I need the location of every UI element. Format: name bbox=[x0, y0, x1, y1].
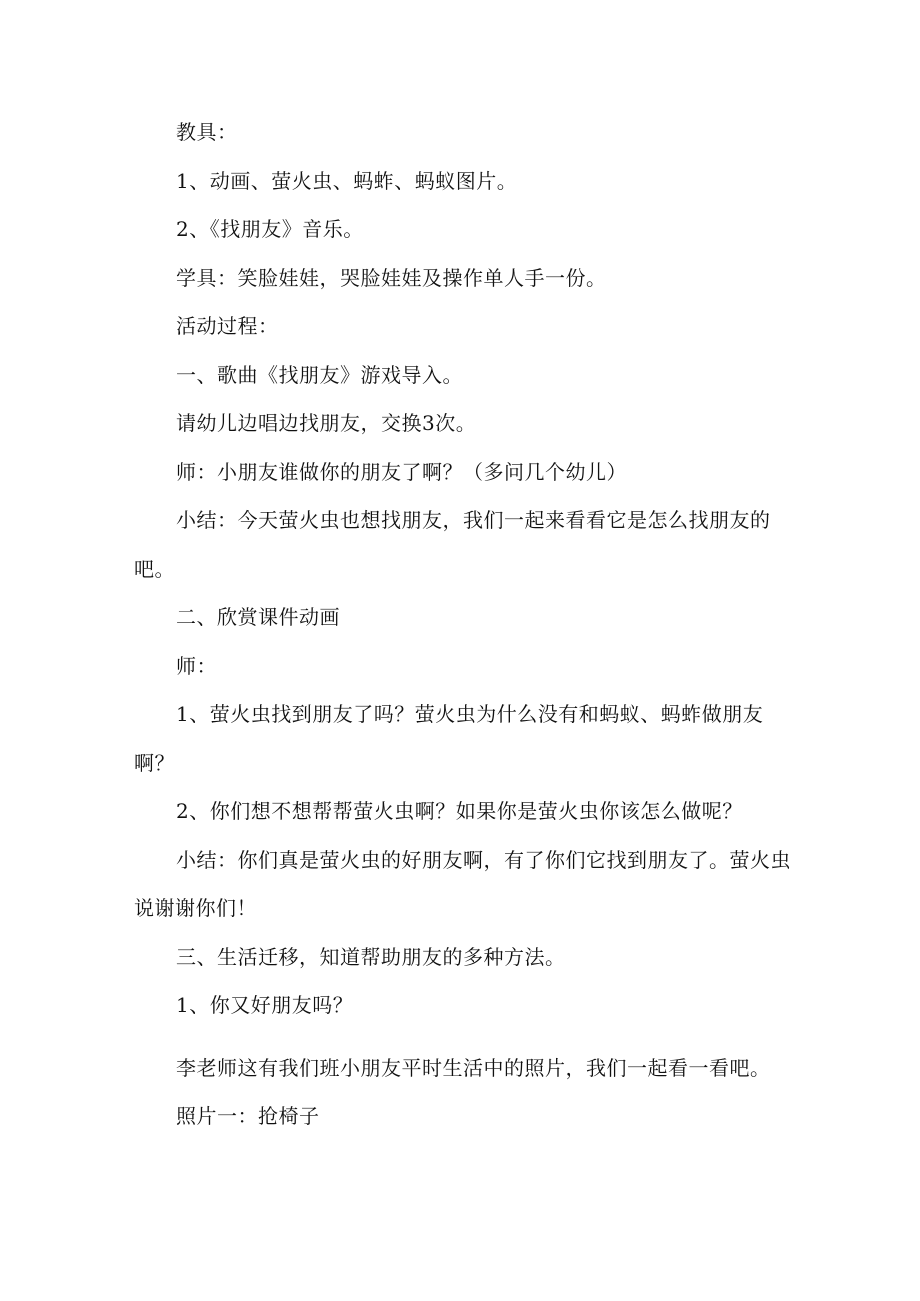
summary-two-line-2: 说谢谢你们！ bbox=[134, 896, 257, 920]
photo-one-caption: 照片一：抢椅子 bbox=[176, 1104, 320, 1128]
teaching-aid-item-1: 1、动画、萤火虫、蚂蚱、蚂蚁图片。 bbox=[176, 169, 518, 193]
paragraph-photos: 李老师这有我们班小朋友平时生活中的照片，我们一起看一看吧。 bbox=[176, 1056, 771, 1080]
heading-activity-process: 活动过程： bbox=[176, 314, 279, 338]
question-friends: 1、你又好朋友吗？ bbox=[176, 993, 354, 1017]
teaching-aid-item-2: 2、《找朋友》音乐。 bbox=[176, 217, 364, 241]
section-one-title: 一、歌曲《找朋友》游戏导入。 bbox=[176, 363, 463, 387]
question-one-line-1: 1、萤火虫找到朋友了吗？萤火虫为什么没有和蚂蚁、蚂蚱做朋友 bbox=[176, 702, 764, 726]
paragraph-exchange: 请幼儿边唱边找朋友，交换3次。 bbox=[176, 411, 477, 435]
paragraph-teacher-question: 师：小朋友谁做你的朋友了啊？（多问几个幼儿） bbox=[176, 460, 627, 484]
summary-one-line-1: 小结：今天萤火虫也想找朋友，我们一起来看看它是怎么找朋友的 bbox=[176, 508, 771, 532]
question-two: 2、你们想不想帮帮萤火虫啊？如果你是萤火虫你该怎么做呢？ bbox=[176, 799, 743, 823]
section-three-title: 三、生活迁移，知道帮助朋友的多种方法。 bbox=[176, 945, 566, 969]
learning-aids: 学具：笑脸娃娃，哭脸娃娃及操作单人手一份。 bbox=[176, 266, 607, 290]
heading-teaching-aids: 教具： bbox=[176, 120, 238, 144]
summary-two-line-1: 小结：你们真是萤火虫的好朋友啊，有了你们它找到朋友了。萤火虫 bbox=[176, 848, 791, 872]
teacher-label: 师： bbox=[176, 654, 217, 678]
summary-one-line-2: 吧。 bbox=[134, 557, 175, 581]
section-two-title: 二、欣赏课件动画 bbox=[176, 605, 340, 629]
question-one-line-2: 啊？ bbox=[134, 751, 175, 775]
